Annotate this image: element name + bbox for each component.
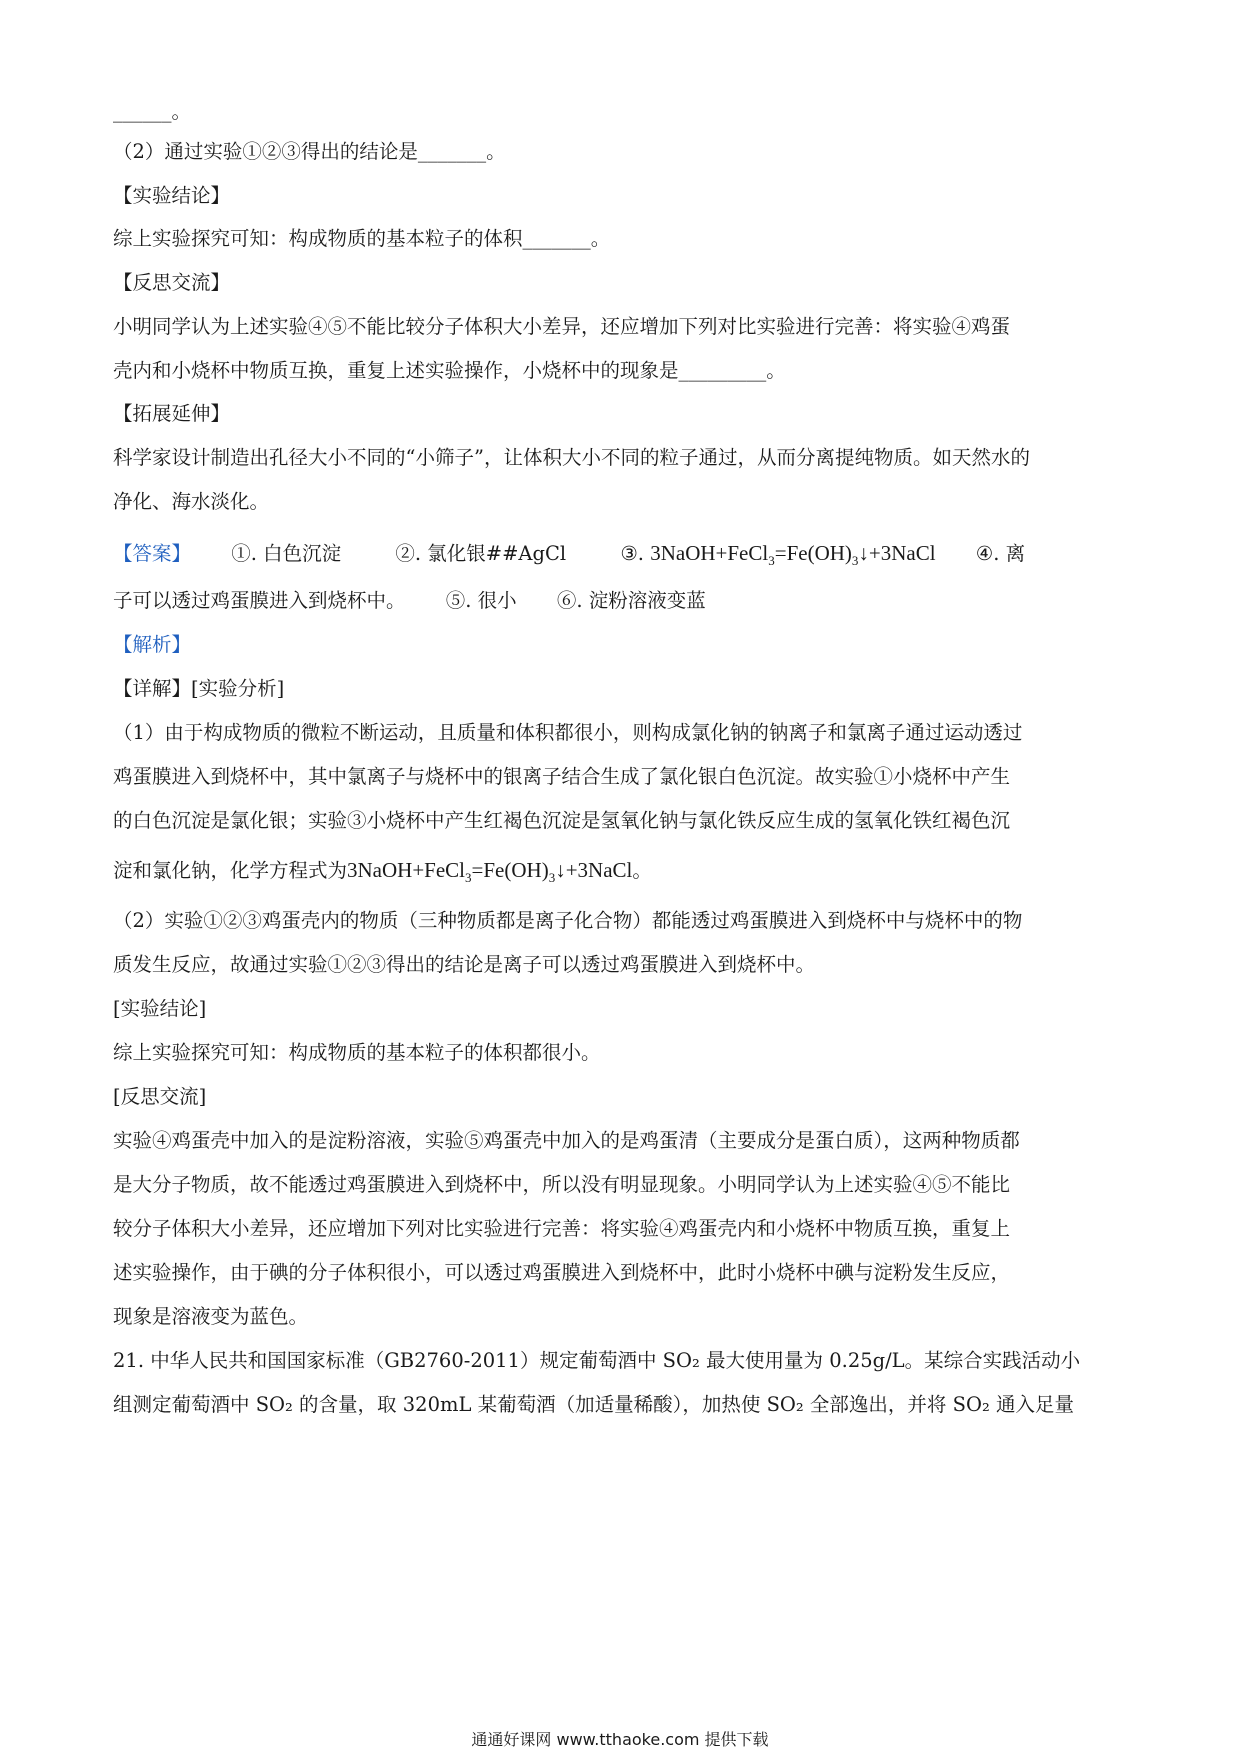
answer-4-cont: 子可以透过鸡蛋膜进入到烧杯中。 bbox=[113, 589, 406, 612]
section-heading: [反思交流] bbox=[113, 1085, 207, 1108]
text-line: 实验④鸡蛋壳中加入的是淀粉溶液，实验⑤鸡蛋壳中加入的是鸡蛋清（主要成分是蛋白质），这两种物质都 bbox=[113, 1129, 1020, 1152]
text-line: 壳内和小烧杯中物质互换，重复上述实验操作，小烧杯中的现象是_________。 bbox=[113, 359, 786, 382]
text-line: 综上实验探究可知：构成物质的基本粒子的体积都很小。 bbox=[113, 1041, 601, 1064]
answer-2: ②. 氯化银##AgCl bbox=[395, 542, 567, 565]
answer-3-label: ③. bbox=[620, 542, 645, 565]
section-heading: 【实验结论】 bbox=[113, 184, 231, 207]
text-line: 净化、海水淡化。 bbox=[113, 490, 270, 513]
section-heading: 【反思交流】 bbox=[113, 271, 231, 294]
answer-tag: 【答案】 bbox=[113, 542, 192, 565]
text-line: 鸡蛋膜进入到烧杯中，其中氯离子与烧杯中的银离子结合生成了氯化银白色沉淀。故实验①小烧杯中产生 bbox=[113, 765, 1011, 788]
text-line: 质发生反应，故通过实验①②③得出的结论是离子可以透过鸡蛋膜进入到烧杯中。 bbox=[113, 953, 816, 976]
answer-6: ⑥. 淀粉溶液变蓝 bbox=[556, 589, 706, 612]
text-line: 是大分子物质，故不能透过鸡蛋膜进入到烧杯中，所以没有明显现象。小明同学认为上述实验④⑤不能比 bbox=[113, 1173, 1011, 1196]
footer-watermark: 通通好课网 www.tthaoke.com 提供下载 bbox=[471, 1730, 769, 1749]
text-line: 小明同学认为上述实验④⑤不能比较分子体积大小差异，还应增加下列对比实验进行完善：将实验④鸡蛋 bbox=[113, 315, 1011, 338]
text-line: 【详解】[实验分析] bbox=[113, 677, 285, 700]
text-line: 述实验操作，由于碘的分子体积很小，可以透过鸡蛋膜进入到烧杯中，此时小烧杯中碘与淀粉发生反应， bbox=[113, 1261, 1011, 1284]
section-heading: 【拓展延伸】 bbox=[113, 402, 231, 425]
answer-1: ①. 白色沉淀 bbox=[231, 542, 342, 565]
chemical-equation: $3NaOH+FeCl_3=Fe(OH)_3↓+3NaCl$ bbox=[347, 858, 633, 886]
section-heading: [实验结论] bbox=[113, 997, 207, 1020]
answer-line bbox=[113, 586, 1130, 616]
analysis-tag: 【解析】 bbox=[113, 633, 192, 656]
text-line: （2）实验①②③鸡蛋壳内的物质（三种物质都是离子化合物）都能透过鸡蛋膜进入到烧杯中与烧杯中的物 bbox=[113, 909, 1023, 932]
text-line: ______。 bbox=[113, 100, 192, 123]
question-line: 组测定葡萄酒中 SO₂ 的含量，取 320mL 某葡萄酒（加适量稀酸），加热使 SO₂ 全部逸出，并将 SO₂ 通入足量 bbox=[113, 1393, 1074, 1416]
text-line: 的白色沉淀是氯化银；实验③小烧杯中产生红褐色沉淀是氢氧化钠与氯化铁反应生成的氢氧化铁红褐色沉 bbox=[113, 809, 1011, 832]
text-line: 科学家设计制造出孔径大小不同的“小筛子”，让体积大小不同的粒子通过，从而分离提纯物质。如天然水的 bbox=[113, 446, 1030, 469]
answer-line bbox=[113, 538, 1130, 576]
answer-5: ⑤. 很小 bbox=[445, 589, 517, 612]
answer-4: ④. 离 bbox=[975, 542, 1026, 565]
text-line: 综上实验探究可知：构成物质的基本粒子的体积_______。 bbox=[113, 227, 611, 250]
question-line: 21. 中华人民共和国国家标准（GB2760-2011）规定葡萄酒中 SO₂ 最大使用量为 0.25g/L。某综合实践活动小 bbox=[113, 1349, 1081, 1372]
text-line: 现象是溶液变为蓝色。 bbox=[113, 1305, 309, 1328]
text-line: （1）由于构成物质的微粒不断运动，且质量和体积都很小，则构成氯化钠的钠离子和氯离子通过运动透过 bbox=[113, 721, 1023, 744]
text-line: 淀和氯化钠，化学方程式为$3NaOH+FeCl_3=Fe(OH)_3↓+3NaCl$。 bbox=[113, 858, 652, 886]
text-line: 较分子体积大小差异，还应增加下列对比实验进行完善：将实验④鸡蛋壳内和小烧杯中物质互换，重复上 bbox=[113, 1217, 1011, 1240]
chemical-equation: $3NaOH+FeCl_3=Fe(OH)_3↓+3NaCl$ bbox=[650, 541, 936, 569]
text-line: （2）通过实验①②③得出的结论是_______。 bbox=[113, 140, 506, 163]
